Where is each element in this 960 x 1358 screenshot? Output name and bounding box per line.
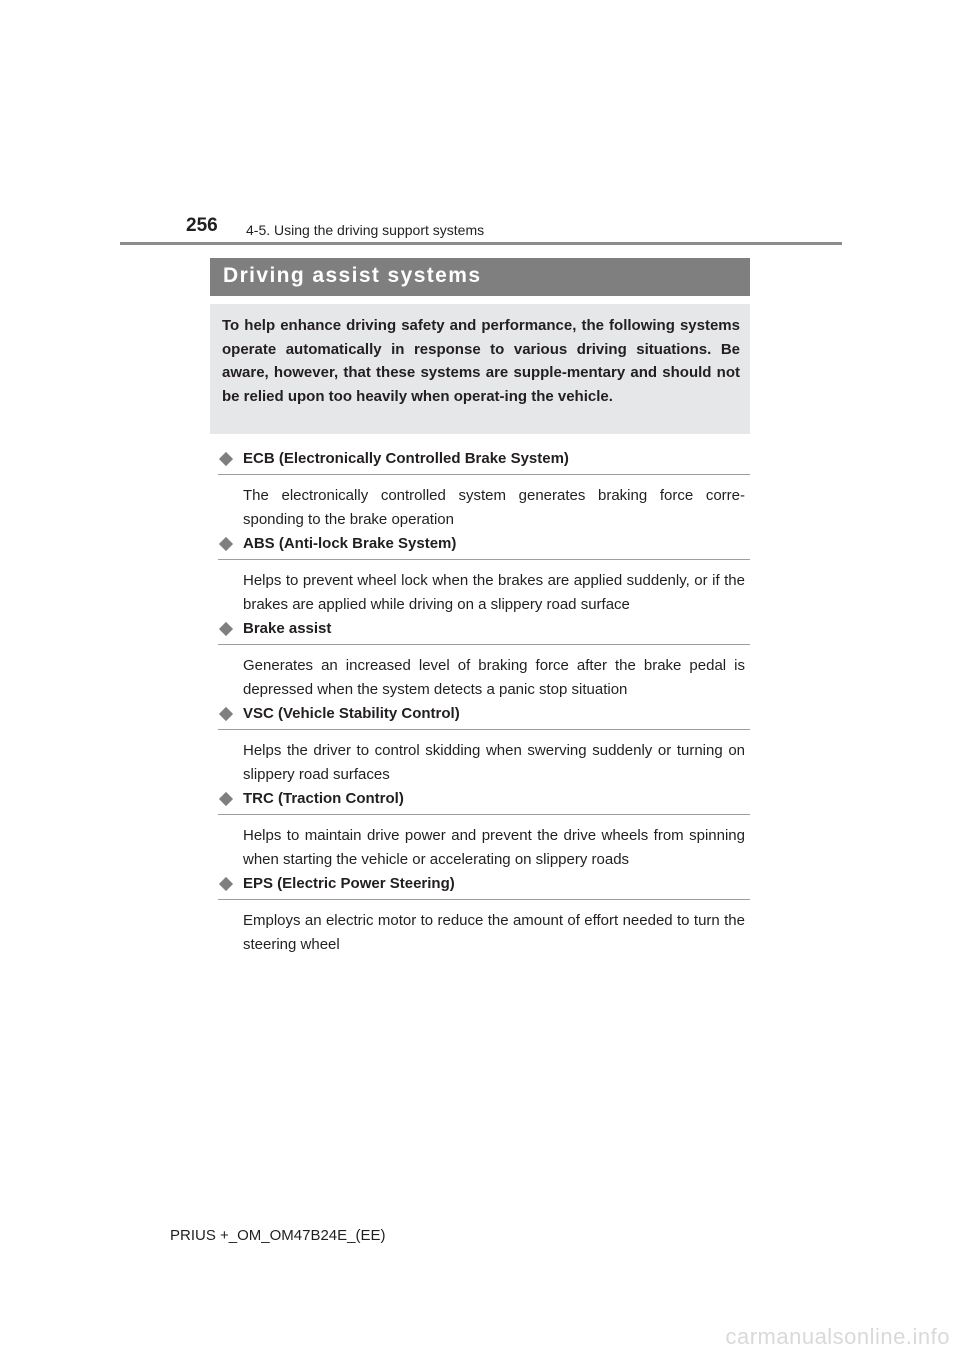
feature-title: Brake assist <box>243 620 332 637</box>
intro-text: To help enhance driving safety and performance, the following systems operate automatically in response to various driving situations. Be aware, however, that these systems are supple-mentary and should not be relied upon too heavily when operat-ing the vehicle. <box>222 317 740 405</box>
feature-description: Generates an increased level of braking force after the brake pedal is depressed when the system detects a panic stop situation <box>243 657 745 698</box>
feature-brake-assist <box>218 620 750 702</box>
feature-description: Helps to prevent wheel lock when the brakes are applied suddenly, or if the brakes are applied while driving on a slippery road surface <box>243 572 745 613</box>
feature-title: ABS (Anti-lock Brake System) <box>243 535 457 552</box>
feature-heading <box>218 875 750 900</box>
feature-description: Helps to maintain drive power and prevent the drive wheels from spinning when starting the vehicle or accelerating on slippery roads <box>243 827 745 868</box>
diamond-icon <box>219 877 233 891</box>
feature-heading <box>218 535 750 560</box>
title-bar <box>210 258 750 296</box>
feature-heading <box>218 620 750 645</box>
diamond-icon <box>219 792 233 806</box>
footer-code: PRIUS +_OM_OM47B24E_(EE) <box>170 1227 386 1244</box>
feature-title: VSC (Vehicle Stability Control) <box>243 705 460 722</box>
watermark: carmanualsonline.info <box>725 1324 950 1349</box>
feature-title: TRC (Traction Control) <box>243 790 404 807</box>
feature-description: The electronically controlled system generates braking force corre-sponding to the brake operation <box>243 487 745 528</box>
diamond-icon <box>219 707 233 721</box>
section-title: 4-5. Using the driving support systems <box>246 222 485 238</box>
intro-box <box>210 304 750 434</box>
feature-vsc <box>218 705 750 787</box>
feature-heading <box>218 790 750 815</box>
feature-title: EPS (Electric Power Steering) <box>243 875 455 892</box>
page-title: Driving assist systems <box>223 264 482 287</box>
feature-ecb <box>218 450 750 532</box>
feature-eps <box>218 875 750 957</box>
feature-title: ECB (Electronically Controlled Brake System) <box>243 450 569 467</box>
feature-trc <box>218 790 750 872</box>
diamond-icon <box>219 622 233 636</box>
feature-heading <box>218 450 750 475</box>
feature-description: Helps the driver to control skidding when swerving suddenly or turning on slippery road surfaces <box>243 742 745 783</box>
page-number: 256 <box>186 215 218 236</box>
feature-heading <box>218 705 750 730</box>
header-divider <box>120 242 842 245</box>
feature-abs <box>218 535 750 617</box>
page-header <box>186 212 846 242</box>
feature-description: Employs an electric motor to reduce the amount of effort needed to turn the steering wheel <box>243 912 745 953</box>
diamond-icon <box>219 537 233 551</box>
diamond-icon <box>219 452 233 466</box>
